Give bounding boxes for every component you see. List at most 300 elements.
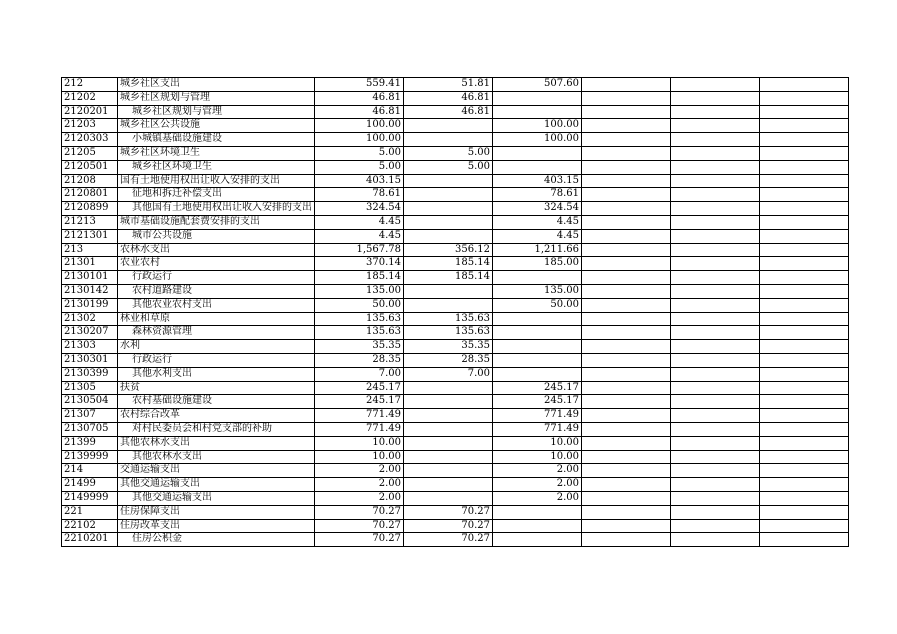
row-empty-cell bbox=[760, 215, 849, 229]
row-empty-cell bbox=[671, 257, 760, 271]
row-project-cell bbox=[493, 367, 582, 381]
row-empty-cell bbox=[760, 243, 849, 257]
row-name-cell: 行政运行 bbox=[118, 271, 315, 285]
table-row bbox=[62, 257, 849, 271]
row-empty-cell bbox=[760, 505, 849, 519]
table-row bbox=[62, 422, 849, 436]
row-empty-cell bbox=[671, 215, 760, 229]
row-project-cell: 245.17 bbox=[493, 395, 582, 409]
row-empty-cell bbox=[760, 188, 849, 202]
row-name-cell: 城乡社区支出 bbox=[118, 78, 315, 92]
row-code-cell: 213 bbox=[62, 243, 118, 257]
row-name-cell: 城乡社区规划与管理 bbox=[118, 105, 315, 119]
table-row bbox=[62, 340, 849, 354]
row-basic-cell: 135.63 bbox=[404, 312, 493, 326]
table-row bbox=[62, 312, 849, 326]
table-row bbox=[62, 78, 849, 92]
row-code-cell: 21208 bbox=[62, 174, 118, 188]
row-empty-cell bbox=[671, 478, 760, 492]
row-total-cell: 4.45 bbox=[315, 215, 404, 229]
row-total-cell: 35.35 bbox=[315, 340, 404, 354]
row-basic-cell: 185.14 bbox=[404, 257, 493, 271]
row-empty-cell bbox=[582, 519, 671, 533]
row-empty-cell bbox=[671, 395, 760, 409]
row-code-cell: 2210201 bbox=[62, 533, 118, 547]
row-project-cell: 771.49 bbox=[493, 409, 582, 423]
row-basic-cell bbox=[404, 284, 493, 298]
row-empty-cell bbox=[760, 133, 849, 147]
row-empty-cell bbox=[582, 353, 671, 367]
row-project-cell bbox=[493, 312, 582, 326]
row-empty-cell bbox=[760, 105, 849, 119]
row-basic-cell bbox=[404, 229, 493, 243]
row-code-cell: 2130301 bbox=[62, 353, 118, 367]
row-code-cell: 2130705 bbox=[62, 422, 118, 436]
row-empty-cell bbox=[760, 353, 849, 367]
row-basic-cell: 135.63 bbox=[404, 326, 493, 340]
row-empty-cell bbox=[760, 340, 849, 354]
row-empty-cell bbox=[582, 395, 671, 409]
row-name-cell: 其他农林水支出 bbox=[118, 436, 315, 450]
row-code-cell: 2149999 bbox=[62, 491, 118, 505]
row-name-cell: 其他交通运输支出 bbox=[118, 491, 315, 505]
row-empty-cell bbox=[582, 271, 671, 285]
row-empty-cell bbox=[671, 91, 760, 105]
row-project-cell bbox=[493, 271, 582, 285]
row-basic-cell: 46.81 bbox=[404, 91, 493, 105]
row-total-cell: 4.45 bbox=[315, 229, 404, 243]
row-basic-cell bbox=[404, 395, 493, 409]
row-code-cell: 21202 bbox=[62, 91, 118, 105]
row-empty-cell bbox=[760, 146, 849, 160]
row-empty-cell bbox=[671, 202, 760, 216]
row-total-cell: 2.00 bbox=[315, 478, 404, 492]
row-empty-cell bbox=[760, 478, 849, 492]
row-name-cell: 征地和拆迁补偿支出 bbox=[118, 188, 315, 202]
row-basic-cell bbox=[404, 298, 493, 312]
row-project-cell: 324.54 bbox=[493, 202, 582, 216]
row-project-cell bbox=[493, 146, 582, 160]
row-total-cell: 370.14 bbox=[315, 257, 404, 271]
row-empty-cell bbox=[671, 105, 760, 119]
row-basic-cell: 28.35 bbox=[404, 353, 493, 367]
row-total-cell: 28.35 bbox=[315, 353, 404, 367]
row-project-cell bbox=[493, 505, 582, 519]
row-total-cell: 46.81 bbox=[315, 105, 404, 119]
row-empty-cell bbox=[582, 105, 671, 119]
row-name-cell: 农村综合改革 bbox=[118, 409, 315, 423]
row-empty-cell bbox=[582, 464, 671, 478]
row-basic-cell: 35.35 bbox=[404, 340, 493, 354]
row-name-cell: 城市公共设施 bbox=[118, 229, 315, 243]
row-name-cell: 森林资源管理 bbox=[118, 326, 315, 340]
row-total-cell: 70.27 bbox=[315, 519, 404, 533]
table-row bbox=[62, 367, 849, 381]
row-code-cell: 2130207 bbox=[62, 326, 118, 340]
row-name-cell: 农林水支出 bbox=[118, 243, 315, 257]
row-empty-cell bbox=[760, 450, 849, 464]
row-basic-cell bbox=[404, 478, 493, 492]
row-name-cell: 城市基础设施配套费安排的支出 bbox=[118, 215, 315, 229]
row-total-cell: 559.41 bbox=[315, 78, 404, 92]
row-total-cell: 10.00 bbox=[315, 436, 404, 450]
budget-table-body bbox=[62, 78, 849, 547]
row-project-cell bbox=[493, 340, 582, 354]
row-basic-cell bbox=[404, 422, 493, 436]
row-empty-cell bbox=[760, 367, 849, 381]
row-empty-cell bbox=[671, 491, 760, 505]
table-row bbox=[62, 450, 849, 464]
row-total-cell: 2.00 bbox=[315, 464, 404, 478]
row-code-cell: 2130142 bbox=[62, 284, 118, 298]
row-basic-cell bbox=[404, 133, 493, 147]
row-empty-cell bbox=[671, 326, 760, 340]
row-code-cell: 2139999 bbox=[62, 450, 118, 464]
row-total-cell: 771.49 bbox=[315, 409, 404, 423]
row-basic-cell: 51.81 bbox=[404, 78, 493, 92]
row-empty-cell bbox=[582, 146, 671, 160]
row-project-cell bbox=[493, 105, 582, 119]
row-total-cell: 135.00 bbox=[315, 284, 404, 298]
row-total-cell: 100.00 bbox=[315, 133, 404, 147]
row-empty-cell bbox=[671, 78, 760, 92]
row-empty-cell bbox=[582, 436, 671, 450]
table-row bbox=[62, 229, 849, 243]
row-total-cell: 10.00 bbox=[315, 450, 404, 464]
row-empty-cell bbox=[671, 505, 760, 519]
row-empty-cell bbox=[760, 284, 849, 298]
row-empty-cell bbox=[671, 367, 760, 381]
row-project-cell: 100.00 bbox=[493, 119, 582, 133]
row-total-cell: 78.61 bbox=[315, 188, 404, 202]
row-empty-cell bbox=[760, 422, 849, 436]
row-empty-cell bbox=[671, 188, 760, 202]
row-total-cell: 185.14 bbox=[315, 271, 404, 285]
row-empty-cell bbox=[582, 491, 671, 505]
row-empty-cell bbox=[760, 160, 849, 174]
row-total-cell: 771.49 bbox=[315, 422, 404, 436]
row-empty-cell bbox=[760, 436, 849, 450]
row-basic-cell: 70.27 bbox=[404, 505, 493, 519]
row-project-cell: 135.00 bbox=[493, 284, 582, 298]
row-name-cell: 对村民委员会和村党支部的补助 bbox=[118, 422, 315, 436]
table-row bbox=[62, 326, 849, 340]
row-name-cell: 城乡社区环境卫生 bbox=[118, 160, 315, 174]
row-empty-cell bbox=[582, 381, 671, 395]
row-name-cell: 城乡社区公共设施 bbox=[118, 119, 315, 133]
row-code-cell: 2120899 bbox=[62, 202, 118, 216]
table-row bbox=[62, 133, 849, 147]
row-empty-cell bbox=[582, 505, 671, 519]
row-name-cell: 交通运输支出 bbox=[118, 464, 315, 478]
row-project-cell: 2.00 bbox=[493, 478, 582, 492]
row-empty-cell bbox=[760, 395, 849, 409]
row-total-cell: 403.15 bbox=[315, 174, 404, 188]
table-row bbox=[62, 271, 849, 285]
row-empty-cell bbox=[671, 243, 760, 257]
row-empty-cell bbox=[760, 271, 849, 285]
row-empty-cell bbox=[760, 257, 849, 271]
table-row bbox=[62, 160, 849, 174]
row-empty-cell bbox=[582, 188, 671, 202]
row-basic-cell bbox=[404, 450, 493, 464]
row-empty-cell bbox=[582, 533, 671, 547]
row-empty-cell bbox=[760, 533, 849, 547]
row-basic-cell: 356.12 bbox=[404, 243, 493, 257]
row-code-cell: 21303 bbox=[62, 340, 118, 354]
row-basic-cell: 5.00 bbox=[404, 146, 493, 160]
row-project-cell: 50.00 bbox=[493, 298, 582, 312]
row-empty-cell bbox=[582, 202, 671, 216]
row-empty-cell bbox=[760, 491, 849, 505]
row-empty-cell bbox=[582, 229, 671, 243]
row-empty-cell bbox=[582, 119, 671, 133]
row-name-cell: 其他交通运输支出 bbox=[118, 478, 315, 492]
table-row bbox=[62, 215, 849, 229]
table-row bbox=[62, 284, 849, 298]
row-code-cell: 21307 bbox=[62, 409, 118, 423]
table-row bbox=[62, 105, 849, 119]
row-name-cell: 住房保障支出 bbox=[118, 505, 315, 519]
row-project-cell bbox=[493, 326, 582, 340]
row-project-cell bbox=[493, 519, 582, 533]
row-name-cell: 城乡社区规划与管理 bbox=[118, 91, 315, 105]
row-code-cell: 2120501 bbox=[62, 160, 118, 174]
row-project-cell: 245.17 bbox=[493, 381, 582, 395]
row-code-cell: 2130101 bbox=[62, 271, 118, 285]
row-project-cell bbox=[493, 533, 582, 547]
row-empty-cell bbox=[582, 174, 671, 188]
row-total-cell: 50.00 bbox=[315, 298, 404, 312]
table-row bbox=[62, 381, 849, 395]
row-empty-cell bbox=[671, 340, 760, 354]
row-empty-cell bbox=[671, 312, 760, 326]
table-row bbox=[62, 119, 849, 133]
row-empty-cell bbox=[671, 533, 760, 547]
row-name-cell: 其他国有土地使用权出让收入安排的支出 bbox=[118, 202, 315, 216]
row-project-cell: 2.00 bbox=[493, 464, 582, 478]
row-basic-cell bbox=[404, 174, 493, 188]
table-row bbox=[62, 436, 849, 450]
row-code-cell: 2120303 bbox=[62, 133, 118, 147]
row-total-cell: 5.00 bbox=[315, 160, 404, 174]
row-project-cell: 4.45 bbox=[493, 215, 582, 229]
row-empty-cell bbox=[582, 215, 671, 229]
row-code-cell: 21499 bbox=[62, 478, 118, 492]
row-total-cell: 324.54 bbox=[315, 202, 404, 216]
row-empty-cell bbox=[760, 464, 849, 478]
row-total-cell: 245.17 bbox=[315, 381, 404, 395]
row-basic-cell: 70.27 bbox=[404, 533, 493, 547]
row-total-cell: 7.00 bbox=[315, 367, 404, 381]
row-empty-cell bbox=[582, 243, 671, 257]
row-code-cell: 2120801 bbox=[62, 188, 118, 202]
row-project-cell: 100.00 bbox=[493, 133, 582, 147]
row-project-cell bbox=[493, 91, 582, 105]
table-row bbox=[62, 478, 849, 492]
row-empty-cell bbox=[671, 271, 760, 285]
row-basic-cell bbox=[404, 215, 493, 229]
row-project-cell: 507.60 bbox=[493, 78, 582, 92]
budget-table bbox=[61, 77, 849, 547]
row-project-cell bbox=[493, 353, 582, 367]
row-name-cell: 水利 bbox=[118, 340, 315, 354]
row-project-cell: 10.00 bbox=[493, 436, 582, 450]
row-code-cell: 21302 bbox=[62, 312, 118, 326]
row-empty-cell bbox=[671, 133, 760, 147]
row-name-cell: 城乡社区环境卫生 bbox=[118, 146, 315, 160]
row-total-cell: 70.27 bbox=[315, 533, 404, 547]
row-name-cell: 其他农林水支出 bbox=[118, 450, 315, 464]
row-total-cell: 70.27 bbox=[315, 505, 404, 519]
row-basic-cell bbox=[404, 381, 493, 395]
row-code-cell: 214 bbox=[62, 464, 118, 478]
row-project-cell: 10.00 bbox=[493, 450, 582, 464]
row-empty-cell bbox=[671, 119, 760, 133]
row-basic-cell bbox=[404, 464, 493, 478]
row-empty-cell bbox=[582, 450, 671, 464]
row-total-cell: 46.81 bbox=[315, 91, 404, 105]
row-total-cell: 100.00 bbox=[315, 119, 404, 133]
row-empty-cell bbox=[671, 381, 760, 395]
row-empty-cell bbox=[760, 381, 849, 395]
row-empty-cell bbox=[582, 422, 671, 436]
row-empty-cell bbox=[582, 91, 671, 105]
row-project-cell: 78.61 bbox=[493, 188, 582, 202]
row-project-cell: 185.00 bbox=[493, 257, 582, 271]
row-project-cell: 403.15 bbox=[493, 174, 582, 188]
row-basic-cell bbox=[404, 202, 493, 216]
row-code-cell: 2130399 bbox=[62, 367, 118, 381]
row-empty-cell bbox=[671, 160, 760, 174]
row-basic-cell: 5.00 bbox=[404, 160, 493, 174]
table-row bbox=[62, 298, 849, 312]
row-empty-cell bbox=[760, 409, 849, 423]
row-name-cell: 住房公积金 bbox=[118, 533, 315, 547]
row-basic-cell: 7.00 bbox=[404, 367, 493, 381]
row-empty-cell bbox=[760, 312, 849, 326]
row-empty-cell bbox=[582, 340, 671, 354]
row-project-cell: 1,211.66 bbox=[493, 243, 582, 257]
row-code-cell: 21399 bbox=[62, 436, 118, 450]
row-basic-cell bbox=[404, 409, 493, 423]
row-basic-cell bbox=[404, 491, 493, 505]
table-row bbox=[62, 533, 849, 547]
row-empty-cell bbox=[671, 409, 760, 423]
row-name-cell: 农业农村 bbox=[118, 257, 315, 271]
row-code-cell: 2130199 bbox=[62, 298, 118, 312]
row-basic-cell: 185.14 bbox=[404, 271, 493, 285]
row-empty-cell bbox=[760, 174, 849, 188]
row-code-cell: 221 bbox=[62, 505, 118, 519]
row-empty-cell bbox=[760, 519, 849, 533]
row-empty-cell bbox=[671, 519, 760, 533]
row-name-cell: 林业和草原 bbox=[118, 312, 315, 326]
table-row bbox=[62, 505, 849, 519]
row-code-cell: 2130504 bbox=[62, 395, 118, 409]
row-basic-cell bbox=[404, 436, 493, 450]
row-total-cell: 135.63 bbox=[315, 312, 404, 326]
row-basic-cell bbox=[404, 119, 493, 133]
row-basic-cell: 70.27 bbox=[404, 519, 493, 533]
row-total-cell: 5.00 bbox=[315, 146, 404, 160]
table-row bbox=[62, 409, 849, 423]
table-row bbox=[62, 519, 849, 533]
row-project-cell: 4.45 bbox=[493, 229, 582, 243]
table-row bbox=[62, 491, 849, 505]
row-empty-cell bbox=[582, 367, 671, 381]
row-project-cell: 771.49 bbox=[493, 422, 582, 436]
table-row bbox=[62, 353, 849, 367]
row-empty-cell bbox=[582, 160, 671, 174]
row-empty-cell bbox=[760, 229, 849, 243]
row-project-cell bbox=[493, 160, 582, 174]
row-name-cell: 农村基础设施建设 bbox=[118, 395, 315, 409]
row-code-cell: 21203 bbox=[62, 119, 118, 133]
table-row bbox=[62, 202, 849, 216]
row-total-cell: 1,567.78 bbox=[315, 243, 404, 257]
row-project-cell: 2.00 bbox=[493, 491, 582, 505]
row-empty-cell bbox=[760, 91, 849, 105]
row-code-cell: 21213 bbox=[62, 215, 118, 229]
table-row bbox=[62, 91, 849, 105]
row-empty-cell bbox=[671, 422, 760, 436]
row-basic-cell bbox=[404, 188, 493, 202]
row-empty-cell bbox=[760, 119, 849, 133]
table-row bbox=[62, 243, 849, 257]
table-row bbox=[62, 464, 849, 478]
row-empty-cell bbox=[671, 229, 760, 243]
row-empty-cell bbox=[760, 326, 849, 340]
row-empty-cell bbox=[671, 298, 760, 312]
row-empty-cell bbox=[671, 464, 760, 478]
row-code-cell: 22102 bbox=[62, 519, 118, 533]
row-empty-cell bbox=[671, 353, 760, 367]
row-empty-cell bbox=[671, 174, 760, 188]
row-empty-cell bbox=[671, 284, 760, 298]
row-empty-cell bbox=[671, 450, 760, 464]
row-empty-cell bbox=[671, 146, 760, 160]
row-code-cell: 2120201 bbox=[62, 105, 118, 119]
row-empty-cell bbox=[582, 478, 671, 492]
row-empty-cell bbox=[582, 298, 671, 312]
row-code-cell: 212 bbox=[62, 78, 118, 92]
row-empty-cell bbox=[582, 312, 671, 326]
row-name-cell: 其他农业农村支出 bbox=[118, 298, 315, 312]
row-name-cell: 扶贫 bbox=[118, 381, 315, 395]
row-name-cell: 农村道路建设 bbox=[118, 284, 315, 298]
row-empty-cell bbox=[671, 436, 760, 450]
row-name-cell: 行政运行 bbox=[118, 353, 315, 367]
table-row bbox=[62, 395, 849, 409]
row-total-cell: 135.63 bbox=[315, 326, 404, 340]
table-row bbox=[62, 188, 849, 202]
row-name-cell: 国有土地使用权出让收入安排的支出 bbox=[118, 174, 315, 188]
row-code-cell: 21305 bbox=[62, 381, 118, 395]
table-row bbox=[62, 146, 849, 160]
row-empty-cell bbox=[760, 202, 849, 216]
row-empty-cell bbox=[582, 409, 671, 423]
row-total-cell: 2.00 bbox=[315, 491, 404, 505]
row-empty-cell bbox=[760, 298, 849, 312]
row-empty-cell bbox=[582, 257, 671, 271]
row-total-cell: 245.17 bbox=[315, 395, 404, 409]
row-basic-cell: 46.81 bbox=[404, 105, 493, 119]
table-row bbox=[62, 174, 849, 188]
row-name-cell: 其他水利支出 bbox=[118, 367, 315, 381]
row-empty-cell bbox=[582, 78, 671, 92]
row-empty-cell bbox=[760, 78, 849, 92]
